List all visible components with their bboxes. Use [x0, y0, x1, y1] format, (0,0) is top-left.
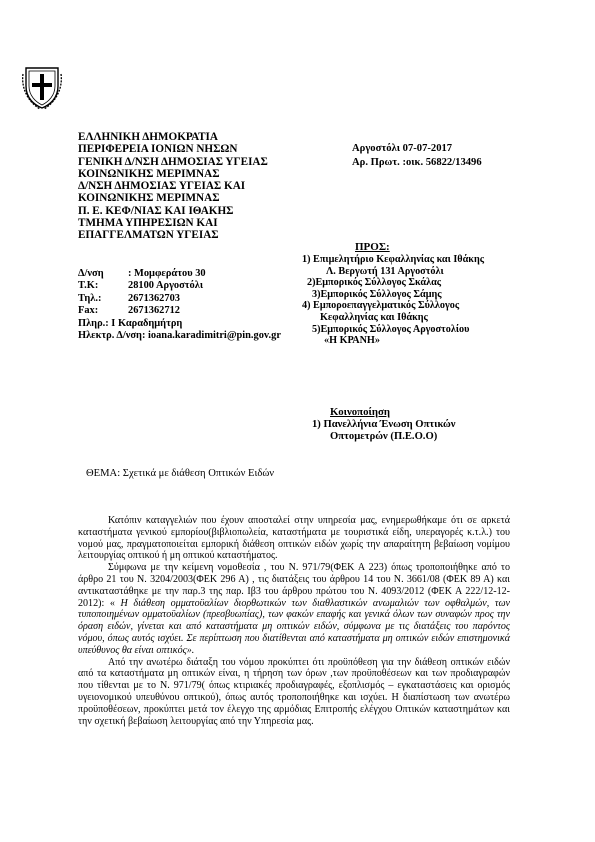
contact-phone	[78, 293, 281, 305]
sender-line: ΚΟΙΝΩΝΙΚΗΣ ΜΕΡΙΜΝΑΣ	[78, 167, 220, 180]
recipient-line: 3)Εμπορικός Σύλλογος Σάμης	[312, 288, 442, 300]
law-quote-text: Η διάθεση ομματοϋαλίων διορθωτικών των διαθλαστικών ανωμαλιών των οφθαλμών, των τυποποιημένων ομματοϋαλίων (πρεσβυωπίας), των φακών επαφής και γενικά όλων των συναφών προς την όραση ειδών, γίνεται και από καταστήματα μη οπτικών ειδών, σύμφωνα με τις διατάξεις του παρόντος νόμου, όπως αυτός ισχύει. Σε περίπτωση που διατίθενται από καταστήματα μη οπτικών ειδών επιστημονικά υπεύθυνος θα είναι οπτικός».	[78, 597, 510, 656]
body-paragraph-1: Κατόπιν καταγγελιών που έχουν αποσταλεί στην υπηρεσία μας, ενημερωθήκαμε ότι σε αρκετά καταστήματα γενικού εμπορίου(βιβλιοπωλεία, καταστήματα με τουριστικά είδη, υπεραγορές κ.τ.λ.) του νομού μας, πραγματοποιείται εμπορική διάθεση οπτικών ειδών χωρίς την απαραίτητη βεβαίωση νομίμου λειτουργίας οπτικού ή μη οπτικού καταστήματος.	[78, 515, 510, 562]
body-paragraph-3: Από την ανωτέρω διάταξη του νόμου προκύπτει ότι προϋπόθεση για την διάθεση οπτικών ειδών από τα καταστήματα μη οπτικών είναι, η τήρηση των όρων ,των προϋποθέσεων και των προδιαγραφών που τίθενται με το Ν. 971/79( όπως κτιριακές προδιαγραφές, εξοπλισμός – εγκαταστάσεις και ορισμός υγειονομικού υπευθύνου οπτικού), όπως αυτός τροποποιήθηκε και ισχύει. Η διαπίστωση των ανωτέρω προϋποθέσεων, προκύπτει μετά τον έλεγχο της αρμόδιας Επιτροπής ελέγχου Οπτικών καταστημάτων και την σχετική βεβαίωση λειτουργίας από την Υπηρεσία μας.	[78, 656, 510, 727]
contact-value: 2671362712	[128, 305, 180, 317]
contact-fax	[78, 305, 281, 317]
contact-value: 28100 Αργοστόλι	[128, 280, 204, 292]
greek-emblem-icon	[22, 64, 62, 110]
protocol-number: Αρ. Πρωτ. :οικ. 56822/13496	[352, 156, 482, 168]
recipient-line: 1) Επιμελητήριο Κεφαλληνίας και Ιθάκης	[302, 254, 485, 265]
sender-line: ΚΟΙΝΩΝΙΚΗΣ ΜΕΡΙΜΝΑΣ	[78, 192, 220, 205]
contact-value: 2671362703	[128, 292, 180, 304]
sender-line: Π. Ε. ΚΕΦ/ΝΙΑΣ ΚΑΙ ΙΘΑΚΗΣ	[78, 204, 234, 217]
cc-title: Κοινοποίηση	[330, 406, 390, 418]
contact-block	[78, 268, 281, 342]
recipient-line: Λ. Βεργωτή 131 Αργοστόλι	[326, 265, 444, 277]
date-protocol-block	[352, 142, 482, 169]
contact-address	[78, 268, 281, 280]
recipient-line: 5)Εμπορικός Σύλλογος Αργοστολίου	[312, 323, 470, 335]
law-reference-text: Σύμφωνα με την κείμενη νομοθεσία , του Ν. 971/79(ΦΕΚ Α 223) όπως τροποποιήθηκε από το άρθρο 21 του Ν. 3204/2003(ΦΕΚ 296 Α) , τις διατάξεις του άρθρου 14 του Ν. 3661/08 (ΦΕΚ 89 Α) και αντικαταστάθηκε με την παρ.3 της παρ. Ιβ3 του άρθρου πρώτου του Ν. 4093/2012 (ΦΕΚ Α 222/12-12-2012): «	[78, 562, 510, 609]
recipient-line: «Η ΚΡΑΝΗ»	[324, 335, 380, 347]
contact-label: Δ/νση	[78, 268, 104, 279]
document-date: Αργοστόλι 07-07-2017	[352, 143, 453, 154]
sender-line: ΕΠΑΓΓΕΛΜΑΤΩΝ ΥΓΕΙΑΣ	[78, 229, 219, 242]
contact-email[interactable]: Ηλεκτρ. Δ/νση: ioana.karadimitri@pin.gov.gr	[78, 330, 281, 342]
sender-block	[78, 131, 268, 242]
subject-line: ΘΕΜΑ: Σχετικά με διάθεση Οπτικών Ειδών	[86, 468, 275, 479]
body-paragraph-2	[78, 562, 510, 656]
recipient-line: Κεφαλληνίας και Ιθάκης	[320, 311, 428, 323]
cc-line: Οπτομετρών (Π.Ε.Ο.Ο)	[330, 431, 438, 442]
contact-value: : Μομφεράτου 30	[128, 268, 206, 279]
recipients-title: ΠΡΟΣ:	[355, 241, 390, 253]
contact-postcode	[78, 280, 281, 292]
recipient-line: 4) Εμποροεπαγγελματικός Σύλλογος	[302, 300, 460, 312]
contact-label: Τηλ.:	[78, 292, 102, 304]
cc-line: 1) Πανελλήνια Ένωση Οπτικών	[312, 419, 456, 430]
letter-body	[78, 515, 510, 727]
sender-line: ΤΜΗΜΑ ΥΠΗΡΕΣΙΩΝ ΚΑΙ	[78, 217, 218, 230]
contact-person: Πληρ.: Ι Καραδημήτρη	[78, 317, 183, 329]
recipient-line: 2)Εμπορικός Σύλλογος Σκάλας	[307, 277, 442, 289]
cc-list	[312, 419, 456, 443]
sender-line: ΠΕΡΙΦΕΡΕΙΑ ΙΟΝΙΩΝ ΝΗΣΩΝ	[78, 143, 238, 156]
sender-line: ΓΕΝΙΚΗ Δ/ΝΣΗ ΔΗΜΟΣΙΑΣ ΥΓΕΙΑΣ	[78, 155, 268, 168]
contact-label: Fax:	[78, 305, 99, 317]
contact-label: Τ.Κ:	[78, 280, 99, 292]
sender-line: Δ/ΝΣΗ ΔΗΜΟΣΙΑΣ ΥΓΕΙΑΣ ΚΑΙ	[78, 180, 246, 193]
recipients-list	[302, 254, 484, 347]
sender-line: ΕΛΛΗΝΙΚΗ ΔΗΜΟΚΡΑΤΙΑ	[78, 131, 218, 143]
